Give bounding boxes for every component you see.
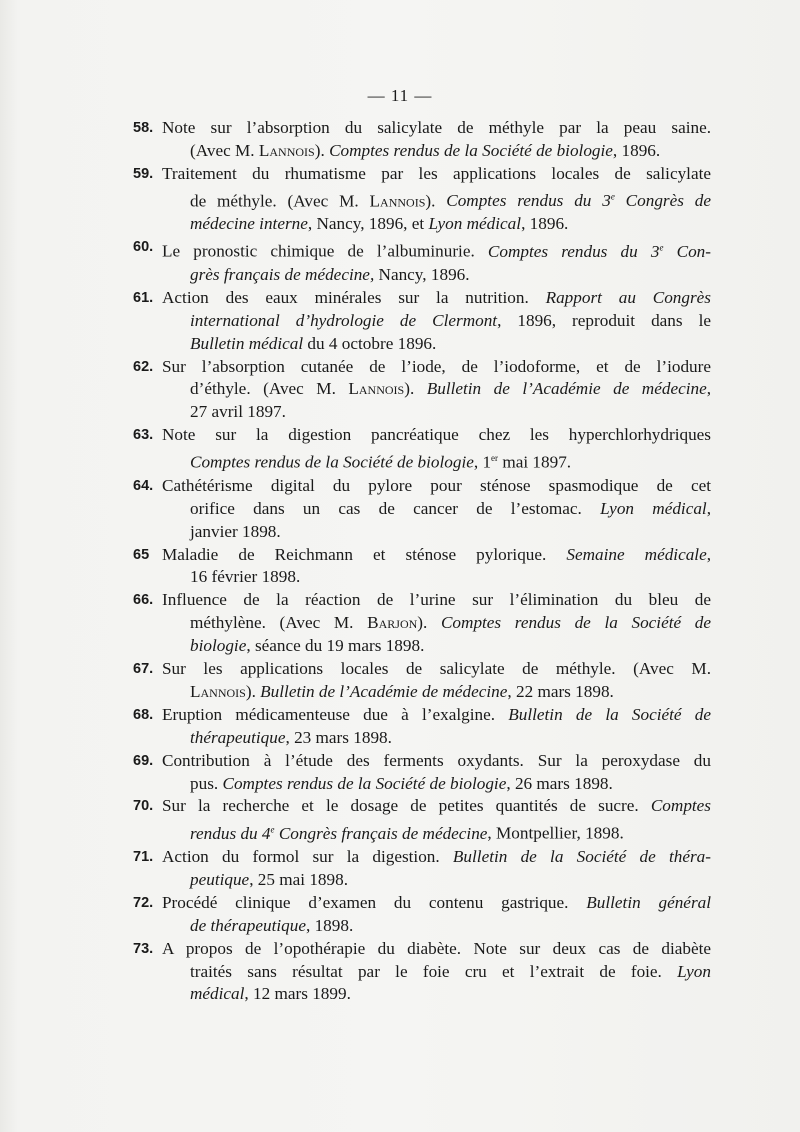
entry-number: 59. <box>133 165 154 182</box>
entry-line: traités sans résultat par le foie cru et l’extrait de foie. Lyon <box>190 961 711 981</box>
entry-line: rendus du 4e Congrès français de médecine, Montpellier, 1898. <box>190 824 624 844</box>
entry-line: médecine interne, Nancy, 1896, et Lyon médical, 1896. <box>190 214 569 234</box>
entry-line: Le pronostic chimique de l’albuminurie. Comptes rendus du 3e Con- <box>162 242 711 261</box>
entry-line: Traitement du rhumatisme par les applications locales de salicylate <box>162 163 711 183</box>
bibliography-entry <box>133 475 711 544</box>
entry-line: Eruption médicamenteuse due à l’exalgine. Bulletin de la Société de <box>162 704 711 724</box>
entry-line: Bulletin médical du 4 octobre 1896. <box>190 333 437 353</box>
entry-number: 60. <box>133 239 154 256</box>
bibliography-entry <box>133 750 711 796</box>
bibliography-entry <box>133 236 711 287</box>
bibliography-list <box>133 117 711 1006</box>
entry-line: Procédé clinique d’examen du contenu gastrique. Bulletin général <box>162 892 711 912</box>
entry-number: 65 <box>133 546 150 563</box>
entry-number: 64. <box>133 477 154 494</box>
entry-line: Maladie de Reichmann et sténose pylorique. Semaine médicale, <box>162 544 711 564</box>
entry-line: Action du formol sur la digestion. Bulletin de la Société de théra- <box>162 847 711 867</box>
entry-line: Cathétérisme digital du pylore pour sténose spasmodique de cet <box>162 475 711 495</box>
entry-line: (Avec M. Lannois). Comptes rendus de la Société de biologie, 1896. <box>190 140 661 160</box>
entry-line: A propos de l’opothérapie du diabète. Note sur deux cas de diabète <box>162 938 711 958</box>
entry-line: grès français de médecine, Nancy, 1896. <box>190 264 470 284</box>
entry-line: 27 avril 1897. <box>190 402 286 422</box>
bibliography-entry <box>133 544 711 590</box>
entry-number: 66. <box>133 592 154 609</box>
entry-line: 16 février 1898. <box>190 567 301 587</box>
bibliography-entry <box>133 938 711 1007</box>
entry-line: Note sur l’absorption du salicylate de méthyle par la peau saine. <box>162 118 711 137</box>
bibliography-entry <box>133 163 711 236</box>
entry-line: Lannois). Bulletin de l’Académie de médecine, 22 mars 1898. <box>190 681 614 701</box>
entry-line: de méthyle. (Avec M. Lannois). Comptes rendus du 3e Congrès de <box>190 191 711 211</box>
entry-number: 58. <box>133 120 154 136</box>
entry-line: Sur la recherche et le dosage de petites quantités de sucre. Comptes <box>162 796 711 816</box>
entry-line: peutique, 25 mai 1898. <box>190 869 349 889</box>
page-number-header: — 11 — <box>367 86 433 105</box>
entry-line: Sur l’absorption cutanée de l’iode, de l’iodoforme, et de l’iodure <box>162 356 711 376</box>
bibliography-entry <box>133 589 711 658</box>
entry-number: 68. <box>133 706 154 723</box>
bibliography-entry <box>133 704 711 750</box>
entry-line: d’éthyle. (Avec M. Lannois). Bulletin de l’Académie de médecine, <box>190 379 711 399</box>
entry-line: Note sur la digestion pancréatique chez les hyperchlorhydriques <box>162 425 711 445</box>
bibliography-entry <box>133 658 711 704</box>
entry-number: 63. <box>133 427 154 444</box>
entry-number: 73. <box>133 940 154 957</box>
entry-line: Sur les applications locales de salicylate de méthyle. (Avec M. <box>162 659 711 679</box>
entry-line: pus. Comptes rendus de la Société de biologie, 26 mars 1898. <box>190 773 613 793</box>
bibliography-entry <box>133 424 711 475</box>
entry-line: Comptes rendus de la Société de biologie, 1er mai 1897. <box>190 452 572 472</box>
bibliography-entry <box>133 287 711 356</box>
entry-line: janvier 1898. <box>190 521 281 541</box>
entry-line: orifice dans un cas de cancer de l’estomac. Lyon médical, <box>190 498 711 518</box>
bibliography-entry <box>133 846 711 892</box>
entry-line: Contribution à l’étude des ferments oxydants. Sur la peroxydase du <box>162 750 711 770</box>
entry-number: 71. <box>133 849 154 866</box>
bibliography-entry <box>133 117 711 163</box>
entry-line: Action des eaux minérales sur la nutrition. Rapport au Congrès <box>162 287 711 307</box>
entry-number: 62. <box>133 358 154 375</box>
entry-number: 61. <box>133 289 154 306</box>
entry-line: Influence de la réaction de l’urine sur l’élimination du bleu de <box>162 590 711 610</box>
entry-line: méthylène. (Avec M. Barjon). Comptes rendus de la Société de <box>190 613 711 633</box>
entry-line: thérapeutique, 23 mars 1898. <box>190 727 392 747</box>
entry-line: biologie, séance du 19 mars 1898. <box>190 636 425 656</box>
bibliography-entry <box>133 356 711 425</box>
bibliography-entry <box>133 795 711 846</box>
entry-number: 67. <box>133 661 154 678</box>
entry-number: 70. <box>133 798 154 815</box>
entry-line: médical, 12 mars 1899. <box>190 984 351 1004</box>
entry-line: de thérapeutique, 1898. <box>190 915 354 935</box>
entry-number: 72. <box>133 894 154 911</box>
entry-line: international d’hydrologie de Clermont, 1896, reproduit dans le <box>190 310 711 330</box>
entry-number: 69. <box>133 752 154 769</box>
bibliography-entry <box>133 892 711 938</box>
